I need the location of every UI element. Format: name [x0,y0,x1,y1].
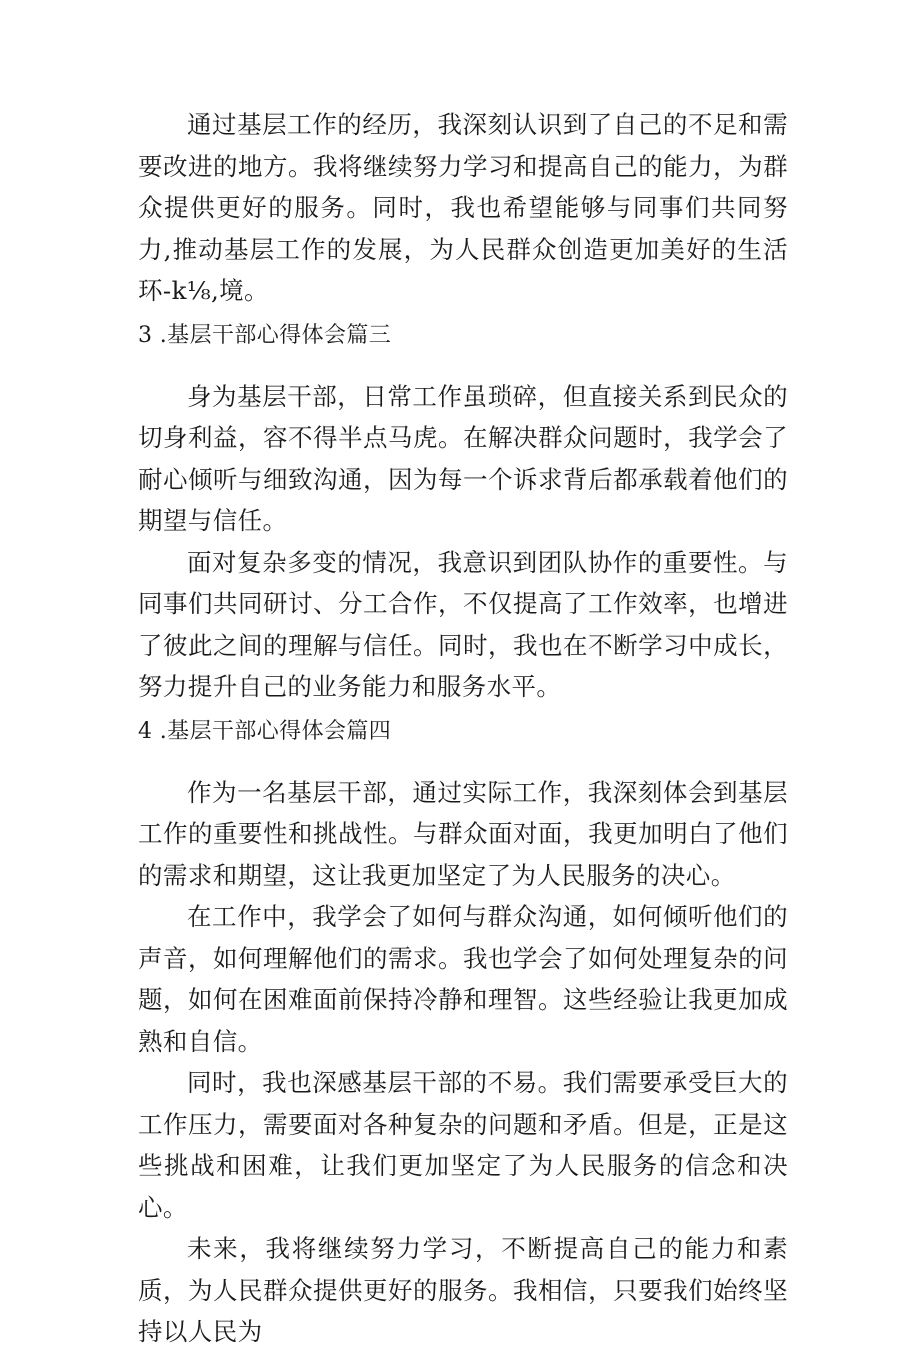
paragraph: 身为基层干部，日常工作虽琐碎，但直接关系到民众的切身利益，容不得半点马虎。在解决群众问题时，我学会了耐心倾听与细致沟通，因为每一个诉求背后都承载着他们的期望与信任。 [138,381,788,535]
paragraph: 在工作中，我学会了如何与群众沟通，如何倾听他们的声音，如何理解他们的需求。我也学会了如何处理复杂的问题，如何在困难面前保持冷静和理智。这些经验让我更加成熟和自信。 [138,902,788,1056]
section-heading-3: 3 .基层干部心得体会篇三 [138,322,392,348]
section-heading-4: 4 .基层干部心得体会篇四 [138,718,392,744]
paragraph: 面对复杂多变的情况，我意识到团队协作的重要性。与同事们共同研讨、分工合作，不仅提高了工作效率，也增进了彼此之间的理解与信任。同时，我也在不断学习中成长，努力提升自己的业务能力和服务水平。 [138,547,788,701]
paragraph: 作为一名基层干部，通过实际工作，我深刻体会到基层工作的重要性和挑战性。与群众面对面，我更加明白了他们的需求和期望，这让我更加坚定了为人民服务的决心。 [138,777,788,890]
paragraph: 同时，我也深感基层干部的不易。我们需要承受巨大的工作压力，需要面对各种复杂的问题和矛盾。但是，正是这些挑战和困难，让我们更加坚定了为人民服务的信念和决心。 [138,1068,788,1222]
paragraph: 未来，我将继续努力学习，不断提高自己的能力和素质，为人民群众提供更好的服务。我相信，只要我们始终坚持以人民为 [138,1234,788,1346]
document-page [138,104,788,1353]
paragraph: 通过基层工作的经历，我深刻认识到了自己的不足和需要改进的地方。我将继续努力学习和提高自己的能力，为群众提供更好的服务。同时，我也希望能够与同事们共同努力,推动基层工作的发展，为人民群众创造更加美好的生活环-k⅛,境。 [138,110,788,305]
